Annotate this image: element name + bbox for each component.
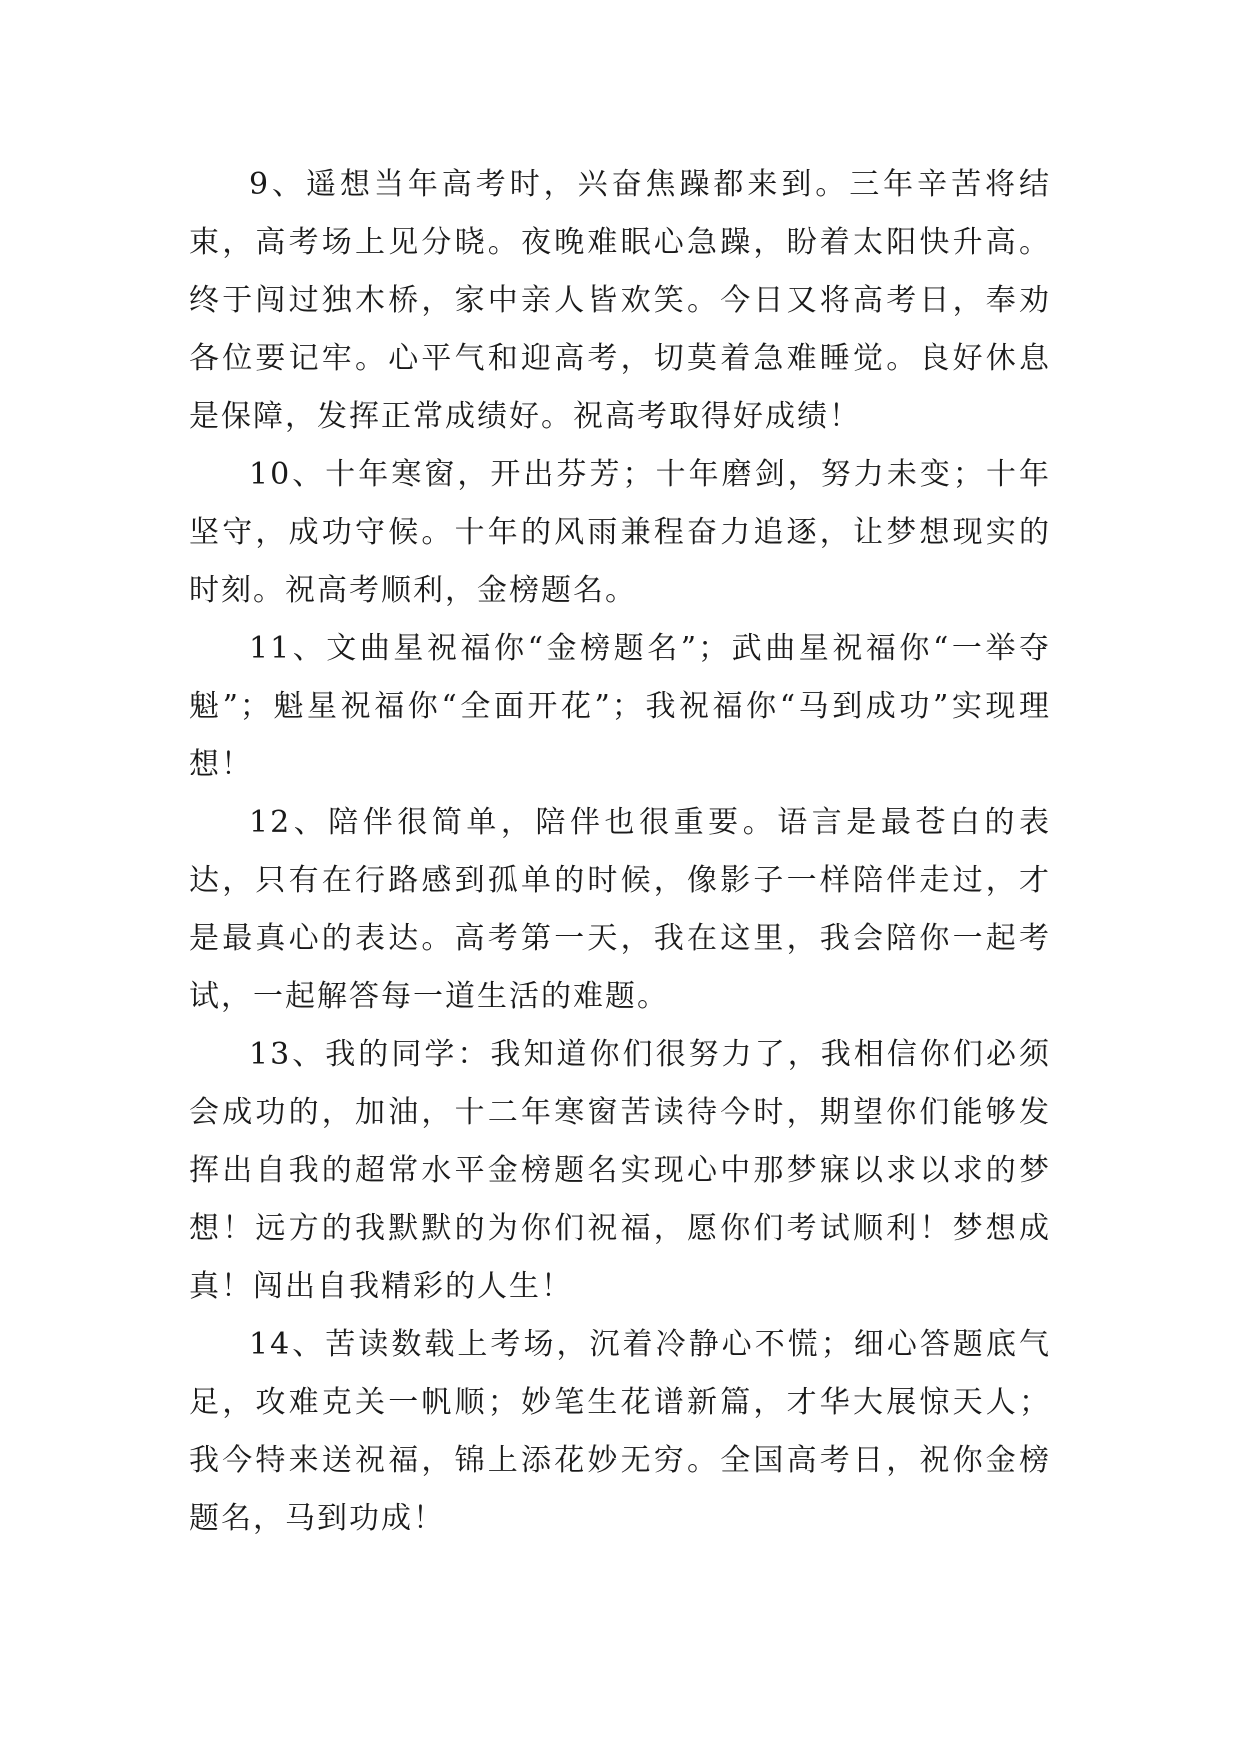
paragraph-13: 13、我的同学：我知道你们很努力了，我相信你们必须会成功的，加油，十二年寒窗苦读待今时，期望你们能够发挥出自我的超常水平金榜题名实现心中那梦寐以求以求的梦想！远方的我默默的为你们祝福，愿你们考试顺利！梦想成真！闯出自我精彩的人生！: [189, 1037, 1051, 1304]
paragraph-11: 11、文曲星祝福你“金榜题名”；武曲星祝福你“一举夺魁”；魁星祝福你“全面开花”；我祝福你“马到成功”实现理想！: [189, 631, 1051, 782]
paragraph-9: 9、遥想当年高考时，兴奋焦躁都来到。三年辛苦将结束，高考场上见分晓。夜晚难眠心急躁，盼着太阳快升高。终于闯过独木桥，家中亲人皆欢笑。今日又将高考日，奉劝各位要记牢。心平气和迎高考，切莫着急难睡觉。良好休息是保障，发挥正常成绩好。祝高考取得好成绩！: [189, 167, 1051, 434]
document-body: [189, 156, 1051, 1548]
paragraph-14: 14、苦读数载上考场，沉着冷静心不慌；细心答题底气足，攻难克关一帆顺；妙笔生花谱新篇，才华大展惊天人；我今特来送祝福，锦上添花妙无穷。全国高考日，祝你金榜题名，马到功成！: [189, 1327, 1051, 1536]
paragraph-10: 10、十年寒窗，开出芬芳；十年磨剑，努力未变；十年坚守，成功守候。十年的风雨兼程奋力追逐，让梦想现实的时刻。祝高考顺利，金榜题名。: [189, 457, 1051, 608]
paragraph-12: 12、陪伴很简单，陪伴也很重要。语言是最苍白的表达，只有在行路感到孤单的时候，像影子一样陪伴走过，才是最真心的表达。高考第一天，我在这里，我会陪你一起考试，一起解答每一道生活的难题。: [189, 805, 1051, 1014]
